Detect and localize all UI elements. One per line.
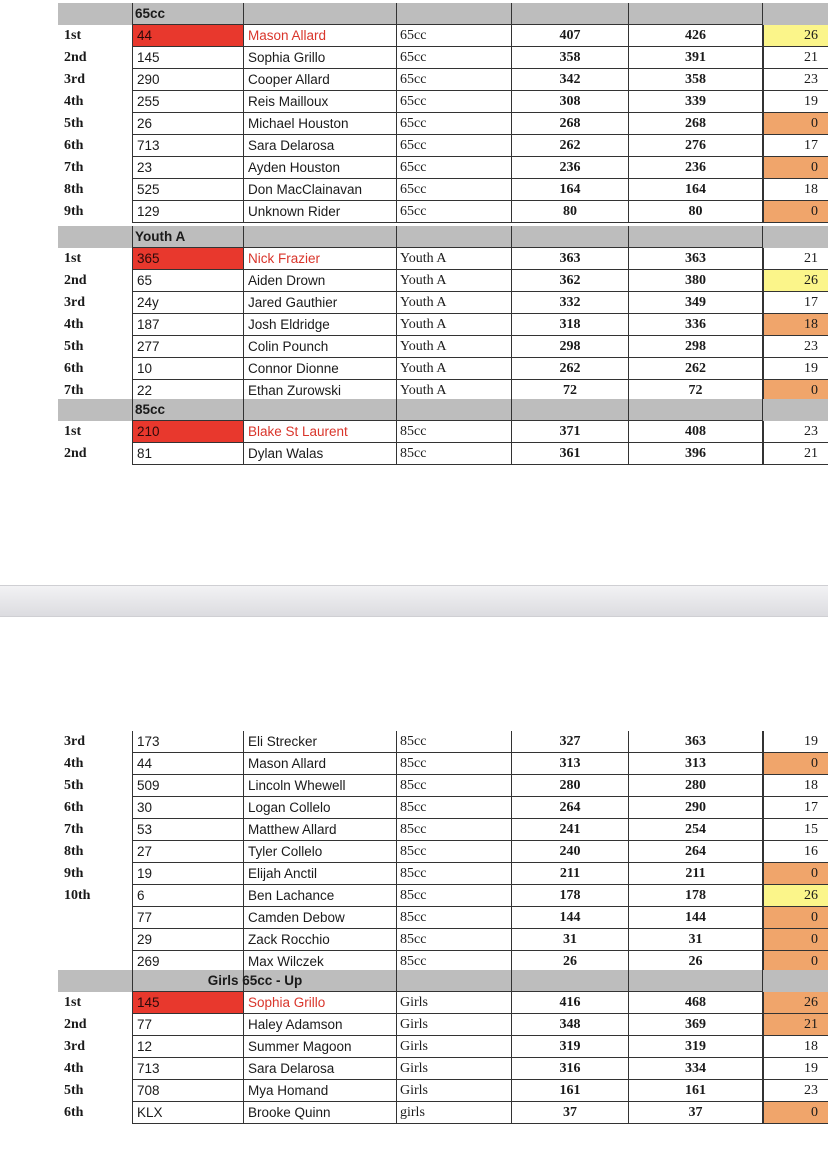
points-cell: 18 xyxy=(763,1036,828,1058)
moto-total-cell: 211 xyxy=(512,863,629,885)
moto-total-cell: 371 xyxy=(512,421,629,443)
rider-number-cell: 509 xyxy=(132,775,244,797)
position-cell: 2nd xyxy=(64,50,87,65)
rider-name-cell: Jared Gauthier xyxy=(244,292,397,314)
section-header xyxy=(0,970,828,992)
points-cell: 21 xyxy=(763,248,828,270)
header-gray-band xyxy=(58,399,132,421)
moto-total-cell: 316 xyxy=(512,1058,629,1080)
moto-total-cell: 144 xyxy=(512,907,629,929)
moto-total-cell: 264 xyxy=(512,797,629,819)
rider-number-cell: 187 xyxy=(132,314,244,336)
moto-total-cell: 178 xyxy=(512,885,629,907)
class-cell: 65cc xyxy=(397,179,512,201)
rider-name-cell: Cooper Allard xyxy=(244,69,397,91)
position-cell xyxy=(0,907,130,929)
class-cell: 85cc xyxy=(397,753,512,775)
class-cell: 85cc xyxy=(397,797,512,819)
class-cell: Girls xyxy=(397,1036,512,1058)
rider-number-cell: 22 xyxy=(132,380,244,402)
rider-number-cell: 23 xyxy=(132,157,244,179)
moto-total-cell: 280 xyxy=(512,775,629,797)
table-row xyxy=(0,1014,828,1036)
rider-name-cell: Matthew Allard xyxy=(244,819,397,841)
overall-total-cell: 408 xyxy=(629,421,763,443)
points-cell: 26 xyxy=(763,992,828,1014)
rider-number-cell: 255 xyxy=(132,91,244,113)
table-row xyxy=(0,775,828,797)
rider-number-cell: 77 xyxy=(132,1014,244,1036)
points-cell: 0 xyxy=(763,157,828,179)
rider-name-cell: Don MacClainavan xyxy=(244,179,397,201)
overall-total-cell: 339 xyxy=(629,91,763,113)
points-cell: 0 xyxy=(763,863,828,885)
table-row xyxy=(0,1102,828,1124)
moto-total-cell: 332 xyxy=(512,292,629,314)
rider-name-cell: Dylan Walas xyxy=(244,443,397,465)
class-cell: Youth A xyxy=(397,336,512,358)
moto-total-cell: 348 xyxy=(512,1014,629,1036)
rider-number-cell: 27 xyxy=(132,841,244,863)
overall-total-cell: 363 xyxy=(629,248,763,270)
table-row xyxy=(0,201,828,223)
overall-total-cell: 211 xyxy=(629,863,763,885)
rider-name-cell: Mason Allard xyxy=(244,25,397,47)
points-cell: 0 xyxy=(763,753,828,775)
class-cell: 85cc xyxy=(397,951,512,973)
page-divider xyxy=(0,585,828,617)
rider-number-cell: KLX xyxy=(132,1102,244,1124)
overall-total-cell: 178 xyxy=(629,885,763,907)
rider-number-cell: 12 xyxy=(132,1036,244,1058)
rider-number-cell: 525 xyxy=(132,179,244,201)
rider-name-cell: Josh Eldridge xyxy=(244,314,397,336)
class-cell: Youth A xyxy=(397,358,512,380)
points-cell: 26 xyxy=(763,885,828,907)
points-cell: 0 xyxy=(763,951,828,973)
points-cell: 17 xyxy=(763,292,828,314)
rider-number-cell: 173 xyxy=(132,731,244,753)
position-cell: 8th xyxy=(64,844,84,859)
points-cell: 21 xyxy=(763,1014,828,1036)
rider-name-cell: Camden Debow xyxy=(244,907,397,929)
overall-total-cell: 468 xyxy=(629,992,763,1014)
points-cell: 0 xyxy=(763,907,828,929)
position-cell: 6th xyxy=(64,138,84,153)
table-row xyxy=(0,113,828,135)
rider-name-cell: Summer Magoon xyxy=(244,1036,397,1058)
points-cell: 17 xyxy=(763,797,828,819)
moto-total-cell: 407 xyxy=(512,25,629,47)
moto-total-cell: 262 xyxy=(512,358,629,380)
position-cell xyxy=(0,929,130,951)
overall-total-cell: 72 xyxy=(629,380,763,402)
points-cell: 18 xyxy=(763,775,828,797)
class-cell: 65cc xyxy=(397,201,512,223)
rider-number-cell: 145 xyxy=(132,47,244,69)
points-cell: 26 xyxy=(763,25,828,47)
header-cell xyxy=(132,3,763,25)
overall-total-cell: 276 xyxy=(629,135,763,157)
overall-total-cell: 426 xyxy=(629,25,763,47)
rider-number-cell: 145 xyxy=(132,992,244,1014)
points-cell: 21 xyxy=(763,443,828,465)
moto-total-cell: 361 xyxy=(512,443,629,465)
points-cell: 23 xyxy=(763,336,828,358)
rider-name-cell: Sara Delarosa xyxy=(244,135,397,157)
overall-total-cell: 262 xyxy=(629,358,763,380)
table-row xyxy=(0,157,828,179)
class-cell: 85cc xyxy=(397,929,512,951)
position-cell: 1st xyxy=(64,28,82,43)
overall-total-cell: 380 xyxy=(629,270,763,292)
position-cell: 7th xyxy=(64,822,84,837)
rider-number-cell: 24y xyxy=(132,292,244,314)
moto-total-cell: 363 xyxy=(512,248,629,270)
rider-number-cell: 30 xyxy=(132,797,244,819)
moto-total-cell: 362 xyxy=(512,270,629,292)
moto-total-cell: 80 xyxy=(512,201,629,223)
class-cell: 85cc xyxy=(397,885,512,907)
class-cell: 65cc xyxy=(397,135,512,157)
moto-total-cell: 240 xyxy=(512,841,629,863)
rider-name-cell: Aiden Drown xyxy=(244,270,397,292)
rider-name-cell: Ben Lachance xyxy=(244,885,397,907)
rider-number-cell: 65 xyxy=(132,270,244,292)
points-cell: 17 xyxy=(763,135,828,157)
moto-total-cell: 161 xyxy=(512,1080,629,1102)
position-cell: 5th xyxy=(64,339,84,354)
table-row xyxy=(0,863,828,885)
section-title: Youth A xyxy=(135,229,186,244)
position-cell: 4th xyxy=(64,1061,84,1076)
points-cell: 19 xyxy=(763,731,828,753)
overall-total-cell: 254 xyxy=(629,819,763,841)
class-cell: Girls xyxy=(397,1014,512,1036)
overall-total-cell: 26 xyxy=(629,951,763,973)
position-cell: 6th xyxy=(64,800,84,815)
header-cell xyxy=(132,399,133,421)
points-cell: 23 xyxy=(763,421,828,443)
overall-total-cell: 391 xyxy=(629,47,763,69)
class-cell: girls xyxy=(397,1102,512,1124)
overall-total-cell: 396 xyxy=(629,443,763,465)
moto-total-cell: 37 xyxy=(512,1102,629,1124)
class-cell: Youth A xyxy=(397,248,512,270)
section-header xyxy=(0,3,828,25)
rider-name-cell: Mya Homand xyxy=(244,1080,397,1102)
position-cell: 9th xyxy=(64,204,84,219)
rider-name-cell: Logan Collelo xyxy=(244,797,397,819)
table-row xyxy=(0,421,828,443)
overall-total-cell: 31 xyxy=(629,929,763,951)
rider-name-cell: Tyler Collelo xyxy=(244,841,397,863)
table-row xyxy=(0,314,828,336)
overall-total-cell: 37 xyxy=(629,1102,763,1124)
section-title: 85cc xyxy=(135,402,166,417)
table-row xyxy=(0,841,828,863)
rider-number-cell: 713 xyxy=(132,1058,244,1080)
moto-total-cell: 308 xyxy=(512,91,629,113)
moto-total-cell: 327 xyxy=(512,731,629,753)
moto-total-cell: 262 xyxy=(512,135,629,157)
overall-total-cell: 161 xyxy=(629,1080,763,1102)
overall-total-cell: 363 xyxy=(629,731,763,753)
table-row xyxy=(0,992,828,1014)
table-row xyxy=(0,731,828,753)
position-cell: 7th xyxy=(64,160,84,175)
overall-total-cell: 268 xyxy=(629,113,763,135)
points-cell: 0 xyxy=(763,380,828,402)
table-row xyxy=(0,1058,828,1080)
class-cell: 85cc xyxy=(397,421,512,443)
class-cell: Youth A xyxy=(397,380,512,402)
rider-name-cell: Sophia Grillo xyxy=(244,47,397,69)
class-cell: 65cc xyxy=(397,69,512,91)
moto-total-cell: 164 xyxy=(512,179,629,201)
moto-total-cell: 318 xyxy=(512,314,629,336)
rider-number-cell: 365 xyxy=(132,248,244,270)
class-cell: Girls xyxy=(397,1058,512,1080)
rider-name-cell: Ayden Houston xyxy=(244,157,397,179)
position-cell: 5th xyxy=(64,778,84,793)
points-cell: 19 xyxy=(763,91,828,113)
rider-number-cell: 129 xyxy=(132,201,244,223)
rider-name-cell: Lincoln Whewell xyxy=(244,775,397,797)
rider-number-cell: 26 xyxy=(132,113,244,135)
header-cell xyxy=(132,226,763,248)
rider-name-cell: Blake St Laurent xyxy=(244,421,397,443)
rider-number-cell: 290 xyxy=(132,69,244,91)
points-cell: 16 xyxy=(763,841,828,863)
rider-number-cell: 277 xyxy=(132,336,244,358)
class-cell: 85cc xyxy=(397,841,512,863)
table-row xyxy=(0,819,828,841)
rider-name-cell: Colin Pounch xyxy=(244,336,397,358)
moto-total-cell: 26 xyxy=(512,951,629,973)
rider-name-cell: Elijah Anctil xyxy=(244,863,397,885)
class-cell: Girls xyxy=(397,992,512,1014)
position-cell: 9th xyxy=(64,866,84,881)
points-cell: 18 xyxy=(763,314,828,336)
position-cell: 3rd xyxy=(64,295,85,310)
overall-total-cell: 264 xyxy=(629,841,763,863)
rider-number-cell: 10 xyxy=(132,358,244,380)
table-row xyxy=(0,270,828,292)
section-header xyxy=(0,399,828,421)
rider-name-cell: Unknown Rider xyxy=(244,201,397,223)
rider-number-cell: 44 xyxy=(132,753,244,775)
moto-total-cell: 72 xyxy=(512,380,629,402)
points-cell: 19 xyxy=(763,1058,828,1080)
moto-total-cell: 416 xyxy=(512,992,629,1014)
points-cell: 26 xyxy=(763,270,828,292)
table-row xyxy=(0,336,828,358)
points-cell: 0 xyxy=(763,201,828,223)
section-header xyxy=(0,226,828,248)
table-row xyxy=(0,91,828,113)
rider-name-cell: Eli Strecker xyxy=(244,731,397,753)
rider-number-cell: 19 xyxy=(132,863,244,885)
rider-name-cell: Ethan Zurowski xyxy=(244,380,397,402)
position-cell: 7th xyxy=(64,383,84,398)
table-row xyxy=(0,929,828,951)
table-row xyxy=(0,797,828,819)
overall-total-cell: 358 xyxy=(629,69,763,91)
position-cell: 3rd xyxy=(64,734,85,749)
header-cell xyxy=(132,3,133,25)
rider-name-cell: Max Wilczek xyxy=(244,951,397,973)
table-row xyxy=(0,907,828,929)
overall-total-cell: 369 xyxy=(629,1014,763,1036)
rider-name-cell: Reis Mailloux xyxy=(244,91,397,113)
overall-total-cell: 144 xyxy=(629,907,763,929)
table-row xyxy=(0,179,828,201)
position-cell: 3rd xyxy=(64,72,85,87)
header-cell xyxy=(132,226,133,248)
class-cell: 65cc xyxy=(397,25,512,47)
header-cell xyxy=(132,970,133,992)
rider-number-cell: 269 xyxy=(132,951,244,973)
moto-total-cell: 236 xyxy=(512,157,629,179)
overall-total-cell: 349 xyxy=(629,292,763,314)
position-cell: 6th xyxy=(64,1105,84,1120)
points-cell: 18 xyxy=(763,179,828,201)
rider-number-cell: 6 xyxy=(132,885,244,907)
rider-name-cell: Connor Dionne xyxy=(244,358,397,380)
rider-name-cell: Haley Adamson xyxy=(244,1014,397,1036)
rider-name-cell: Nick Frazier xyxy=(244,248,397,270)
overall-total-cell: 334 xyxy=(629,1058,763,1080)
class-cell: Youth A xyxy=(397,270,512,292)
rider-number-cell: 29 xyxy=(132,929,244,951)
class-cell: 65cc xyxy=(397,47,512,69)
header-gray-band xyxy=(58,970,132,992)
overall-total-cell: 236 xyxy=(629,157,763,179)
position-cell: 5th xyxy=(64,1083,84,1098)
class-cell: 85cc xyxy=(397,863,512,885)
overall-total-cell: 336 xyxy=(629,314,763,336)
table-row xyxy=(0,1036,828,1058)
position-cell: 5th xyxy=(64,116,84,131)
class-cell: 65cc xyxy=(397,157,512,179)
table-row xyxy=(0,292,828,314)
position-cell: 6th xyxy=(64,361,84,376)
moto-total-cell: 342 xyxy=(512,69,629,91)
position-cell: 4th xyxy=(64,94,84,109)
header-gray-band xyxy=(58,3,132,25)
position-cell: 1st xyxy=(64,424,82,439)
table-row xyxy=(0,443,828,465)
class-cell: 65cc xyxy=(397,113,512,135)
points-cell: 0 xyxy=(763,929,828,951)
points-cell: 21 xyxy=(763,47,828,69)
overall-total-cell: 319 xyxy=(629,1036,763,1058)
rider-number-cell: 713 xyxy=(132,135,244,157)
overall-total-cell: 280 xyxy=(629,775,763,797)
rider-number-cell: 81 xyxy=(132,443,244,465)
table-row xyxy=(0,1080,828,1102)
overall-total-cell: 80 xyxy=(629,201,763,223)
table-row xyxy=(0,25,828,47)
points-cell: 23 xyxy=(763,69,828,91)
points-cell: 15 xyxy=(763,819,828,841)
position-cell: 4th xyxy=(64,317,84,332)
class-cell: 65cc xyxy=(397,91,512,113)
moto-total-cell: 298 xyxy=(512,336,629,358)
position-cell: 3rd xyxy=(64,1039,85,1054)
moto-total-cell: 241 xyxy=(512,819,629,841)
rider-number-cell: 708 xyxy=(132,1080,244,1102)
rider-number-cell: 53 xyxy=(132,819,244,841)
section-title: 65cc xyxy=(135,6,166,21)
class-cell: 85cc xyxy=(397,731,512,753)
section-title: Girls 65cc - Up xyxy=(207,973,303,988)
table-row xyxy=(0,69,828,91)
moto-total-cell: 31 xyxy=(512,929,629,951)
header-cell xyxy=(132,399,763,421)
position-cell: 8th xyxy=(64,182,84,197)
overall-total-cell: 313 xyxy=(629,753,763,775)
rider-number-cell: 77 xyxy=(132,907,244,929)
rider-name-cell: Brooke Quinn xyxy=(244,1102,397,1124)
rider-name-cell: Sophia Grillo xyxy=(244,992,397,1014)
table-row xyxy=(0,358,828,380)
points-cell: 0 xyxy=(763,1102,828,1124)
moto-total-cell: 268 xyxy=(512,113,629,135)
position-cell: 4th xyxy=(64,756,84,771)
rider-name-cell: Michael Houston xyxy=(244,113,397,135)
moto-total-cell: 313 xyxy=(512,753,629,775)
points-cell: 23 xyxy=(763,1080,828,1102)
rider-name-cell: Zack Rocchio xyxy=(244,929,397,951)
overall-total-cell: 298 xyxy=(629,336,763,358)
position-cell: 2nd xyxy=(64,446,87,461)
class-cell: Youth A xyxy=(397,314,512,336)
class-cell: 85cc xyxy=(397,819,512,841)
table-row xyxy=(0,47,828,69)
table-row xyxy=(0,135,828,157)
moto-total-cell: 358 xyxy=(512,47,629,69)
rider-number-cell: 210 xyxy=(132,421,244,443)
class-cell: Girls xyxy=(397,1080,512,1102)
overall-total-cell: 290 xyxy=(629,797,763,819)
table-row xyxy=(0,248,828,270)
table-row xyxy=(0,885,828,907)
position-cell: 10th xyxy=(64,888,91,903)
table-row xyxy=(0,753,828,775)
moto-total-cell: 319 xyxy=(512,1036,629,1058)
class-cell: 85cc xyxy=(397,443,512,465)
points-cell: 19 xyxy=(763,358,828,380)
class-cell: 85cc xyxy=(397,907,512,929)
position-cell: 1st xyxy=(64,251,82,266)
class-cell: Youth A xyxy=(397,292,512,314)
overall-total-cell: 164 xyxy=(629,179,763,201)
header-gray-band xyxy=(58,226,132,248)
rider-name-cell: Sara Delarosa xyxy=(244,1058,397,1080)
rider-number-cell: 44 xyxy=(132,25,244,47)
class-cell: 85cc xyxy=(397,775,512,797)
position-cell: 2nd xyxy=(64,1017,87,1032)
points-cell: 0 xyxy=(763,113,828,135)
rider-name-cell: Mason Allard xyxy=(244,753,397,775)
position-cell: 1st xyxy=(64,995,82,1010)
position-cell: 2nd xyxy=(64,273,87,288)
